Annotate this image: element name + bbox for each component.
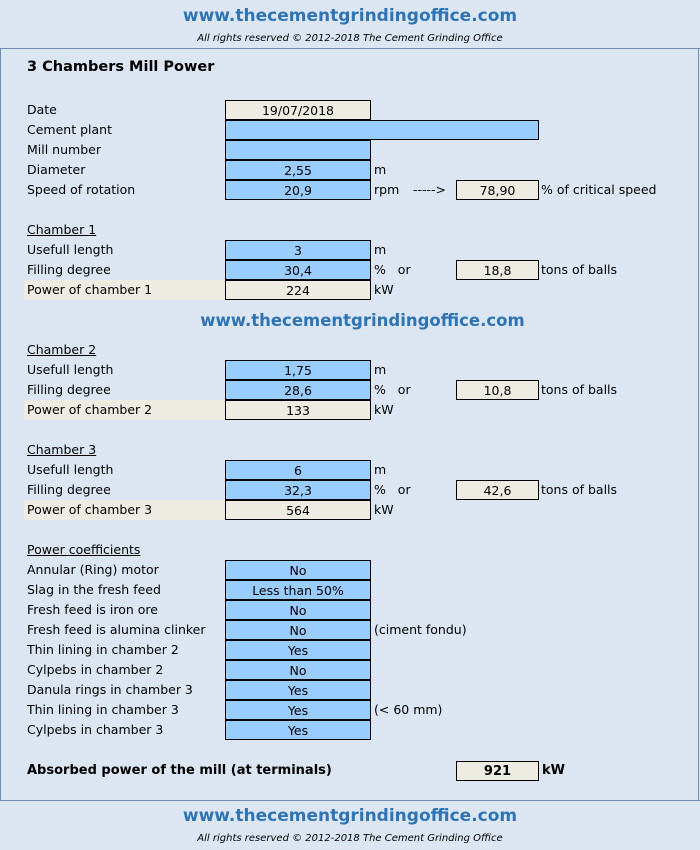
footer-divider	[0, 800, 700, 801]
chamber3-filling-unit: % or	[374, 482, 411, 497]
chamber2-filling-field[interactable]: 28,6	[225, 380, 371, 400]
chamber1-filling-unit: % or	[374, 262, 411, 277]
chamber1-heading: Chamber 1	[27, 222, 97, 237]
chamber2-balls-unit: tons of balls	[541, 382, 618, 397]
coefficients-heading: Power coefficients	[27, 542, 141, 557]
chamber2-power-value: 133	[225, 400, 371, 420]
chamber1-filling-field[interactable]: 30,4	[225, 260, 371, 280]
speed-field[interactable]: 20,9	[225, 180, 371, 200]
chamber1-length-label: Usefull length	[27, 242, 114, 257]
right-border	[698, 48, 699, 800]
footer-site-link[interactable]: www.thecementgrindingoffice.com	[182, 806, 518, 826]
chamber2-balls-value: 10,8	[456, 380, 539, 400]
chamber3-filling-label: Filling degree	[27, 482, 111, 497]
coef-label: Slag in the fresh feed	[27, 582, 161, 597]
chamber2-heading: Chamber 2	[27, 342, 97, 357]
coef-label: Thin lining in chamber 3	[27, 702, 179, 717]
middle-site-link[interactable]: www.thecementgrindingoffice.com	[200, 311, 525, 330]
speed-unit: rpm	[374, 182, 400, 197]
coef-label: Annular (Ring) motor	[27, 562, 159, 577]
coef-label: Thin lining in chamber 2	[27, 642, 179, 657]
coef-cylpebs-2-select[interactable]: No	[225, 660, 371, 680]
header-rights: All rights reserved © 2012-2018 The Cement Grinding Office	[197, 33, 503, 44]
chamber2-filling-label: Filling degree	[27, 382, 111, 397]
cement-plant-field[interactable]	[225, 120, 539, 140]
chamber3-power-value: 564	[225, 500, 371, 520]
left-border	[0, 48, 1, 800]
chamber2-length-unit: m	[374, 362, 387, 377]
chamber2-length-field[interactable]: 1,75	[225, 360, 371, 380]
coef-slag-select[interactable]: Less than 50%	[225, 580, 371, 600]
critical-speed-value: 78,90	[456, 180, 539, 200]
coef-annular-motor-select[interactable]: No	[225, 560, 371, 580]
chamber2-power-unit: kW	[374, 402, 394, 417]
critical-speed-unit: % of critical speed	[541, 182, 657, 197]
coef-iron-ore-select[interactable]: No	[225, 600, 371, 620]
chamber3-balls-unit: tons of balls	[541, 482, 618, 497]
footer-rights: All rights reserved © 2012-2018 The Cement Grinding Office	[197, 833, 503, 844]
chamber3-filling-field[interactable]: 32,3	[225, 480, 371, 500]
chamber3-length-unit: m	[374, 462, 387, 477]
coef-label: Fresh feed is iron ore	[27, 602, 158, 617]
coef-danula-rings-3-select[interactable]: Yes	[225, 680, 371, 700]
coef-label: Cylpebs in chamber 3	[27, 722, 164, 737]
mill-number-label: Mill number	[27, 142, 101, 157]
chamber3-heading: Chamber 3	[27, 442, 97, 457]
header-divider	[0, 48, 700, 49]
chamber1-power-unit: kW	[374, 282, 394, 297]
cement-plant-label: Cement plant	[27, 122, 112, 137]
speed-label: Speed of rotation	[27, 182, 136, 197]
coef-thin-lining-3-select[interactable]: Yes	[225, 700, 371, 720]
chamber2-power-label: Power of chamber 2	[24, 400, 227, 420]
chamber1-power-value: 224	[225, 280, 371, 300]
chamber1-length-unit: m	[374, 242, 387, 257]
coef-alumina-note: (ciment fondu)	[374, 622, 467, 637]
mill-number-field[interactable]	[225, 140, 371, 160]
diameter-label: Diameter	[27, 162, 86, 177]
chamber3-length-label: Usefull length	[27, 462, 114, 477]
diameter-unit: m	[374, 162, 387, 177]
result-label: Absorbed power of the mill (at terminals)	[27, 763, 332, 778]
diameter-field[interactable]: 2,55	[225, 160, 371, 180]
coef-thin-lining-note: (< 60 mm)	[374, 702, 443, 717]
header-site-link[interactable]: www.thecementgrindingoffice.com	[182, 6, 518, 26]
chamber3-length-field[interactable]: 6	[225, 460, 371, 480]
chamber2-length-label: Usefull length	[27, 362, 114, 377]
chamber1-balls-unit: tons of balls	[541, 262, 618, 277]
chamber1-length-field[interactable]: 3	[225, 240, 371, 260]
coef-label: Cylpebs in chamber 2	[27, 662, 164, 677]
coef-label: Fresh feed is alumina clinker	[27, 622, 206, 637]
chamber1-power-label: Power of chamber 1	[24, 280, 227, 300]
date-field[interactable]: 19/07/2018	[225, 100, 371, 120]
coef-thin-lining-2-select[interactable]: Yes	[225, 640, 371, 660]
chamber1-balls-value: 18,8	[456, 260, 539, 280]
arrow-text: ----->	[413, 182, 447, 197]
date-label: Date	[27, 102, 57, 117]
result-unit: kW	[542, 763, 565, 778]
coef-label: Danula rings in chamber 3	[27, 682, 193, 697]
coef-alumina-clinker-select[interactable]: No	[225, 620, 371, 640]
chamber3-power-label: Power of chamber 3	[24, 500, 227, 520]
chamber1-filling-label: Filling degree	[27, 262, 111, 277]
page-title: 3 Chambers Mill Power	[27, 59, 215, 75]
result-value: 921	[456, 761, 539, 781]
chamber2-filling-unit: % or	[374, 382, 411, 397]
chamber3-power-unit: kW	[374, 502, 394, 517]
chamber3-balls-value: 42,6	[456, 480, 539, 500]
coef-cylpebs-3-select[interactable]: Yes	[225, 720, 371, 740]
